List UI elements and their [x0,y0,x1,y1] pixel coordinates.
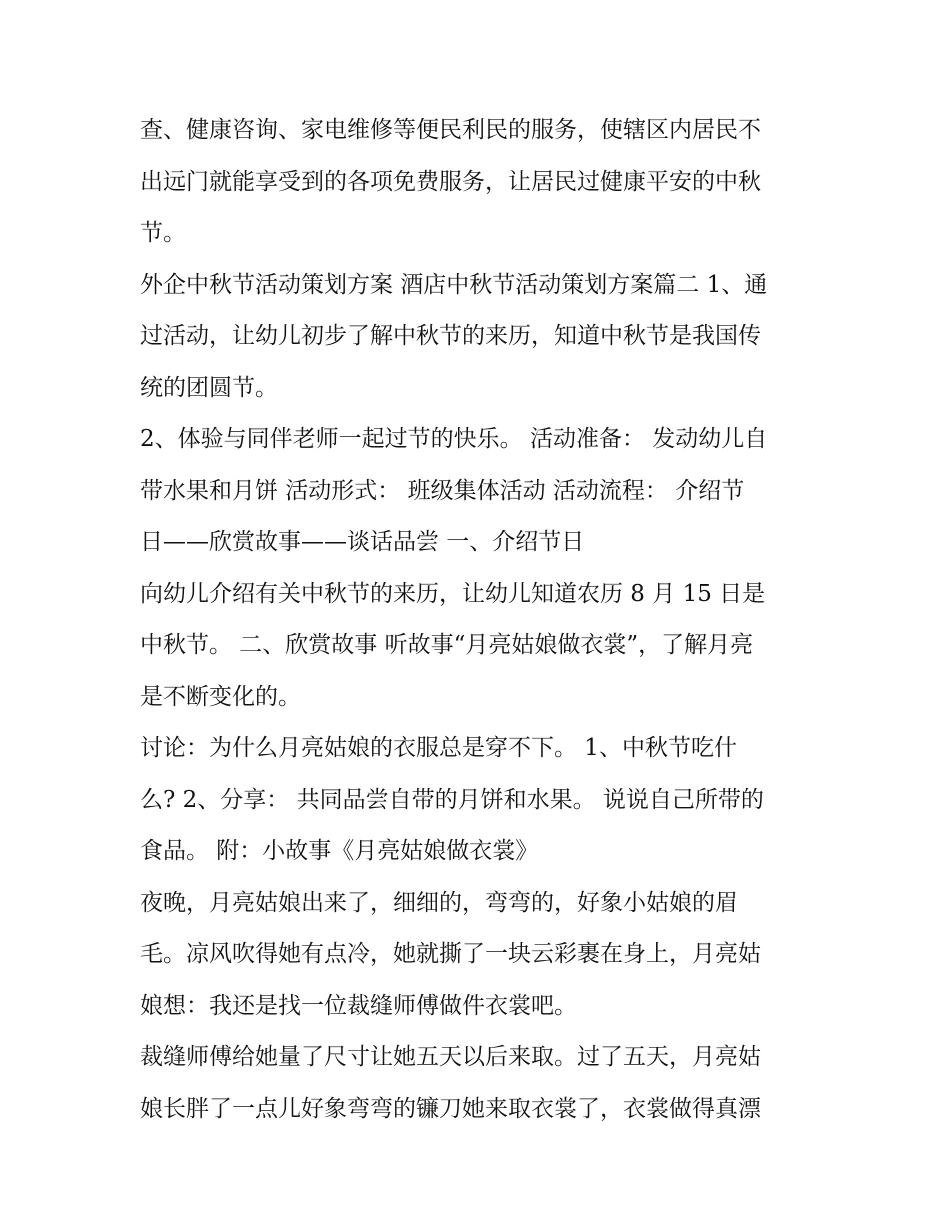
text-line: 过活动，让幼儿初步了解中秋节的来历，知道中秋节是我国传 [140,323,761,349]
text-line: 查、健康咨询、家电维修等便民利民的服务，使辖区内居民不 [140,117,761,143]
document-body [140,105,820,1135]
text-line: 带水果和月饼 活动形式： 班级集体活动 活动流程： 介绍节 [140,477,745,504]
text-line: 裁缝师傅给她量了尺寸让她五天以后来取。过了五天，月亮姑 [140,1044,761,1070]
text-line: 娘想：我还是找一位裁缝师傅做件衣裳吧。 [140,992,577,1019]
text-line: 讨论：为什么月亮姑娘的衣服总是穿不下。 1、中秋节吃什 [140,735,737,761]
text-line: 么? 2、分享： 共同品尝自带的月饼和水果。 说说自己所带的 [140,786,764,813]
text-line: 食品。 附：小故事《月亮姑娘做衣裳》 [140,838,539,864]
text-line: 出远门就能享受到的各项免费服务，让居民过健康平安的中秋 [140,168,761,195]
text-line: 日——欣赏故事——谈话品尝 一、介绍节日 [140,529,585,555]
text-line: 是不断变化的。 [140,683,301,710]
text-line: 2、体验与同伴老师一起过节的快乐。 活动准备： 发动幼儿自 [140,426,768,452]
text-line: 外企中秋节活动策划方案 酒店中秋节活动策划方案篇二 1、通 [140,271,768,298]
text-line: 夜晚，月亮姑娘出来了，细细的，弯弯的，好象小姑娘的眉 [140,889,738,916]
text-line: 统的团圆节。 [140,374,278,401]
text-line: 娘长胖了一点儿好象弯弯的镰刀她来取衣裳了，衣裳做得真漂 [140,1095,761,1122]
text-line: 中秋节。 二、欣赏故事 听故事“月亮姑娘做衣裳”，了解月亮 [140,632,754,658]
text-line: 节。 [140,220,186,246]
text-line: 毛。凉风吹得她有点冷，她就撕了一块云彩裹在身上，月亮姑 [140,941,761,967]
text-line: 向幼儿介绍有关中秋节的来历，让幼儿知道农历 8 月 15 日是 [140,580,766,607]
